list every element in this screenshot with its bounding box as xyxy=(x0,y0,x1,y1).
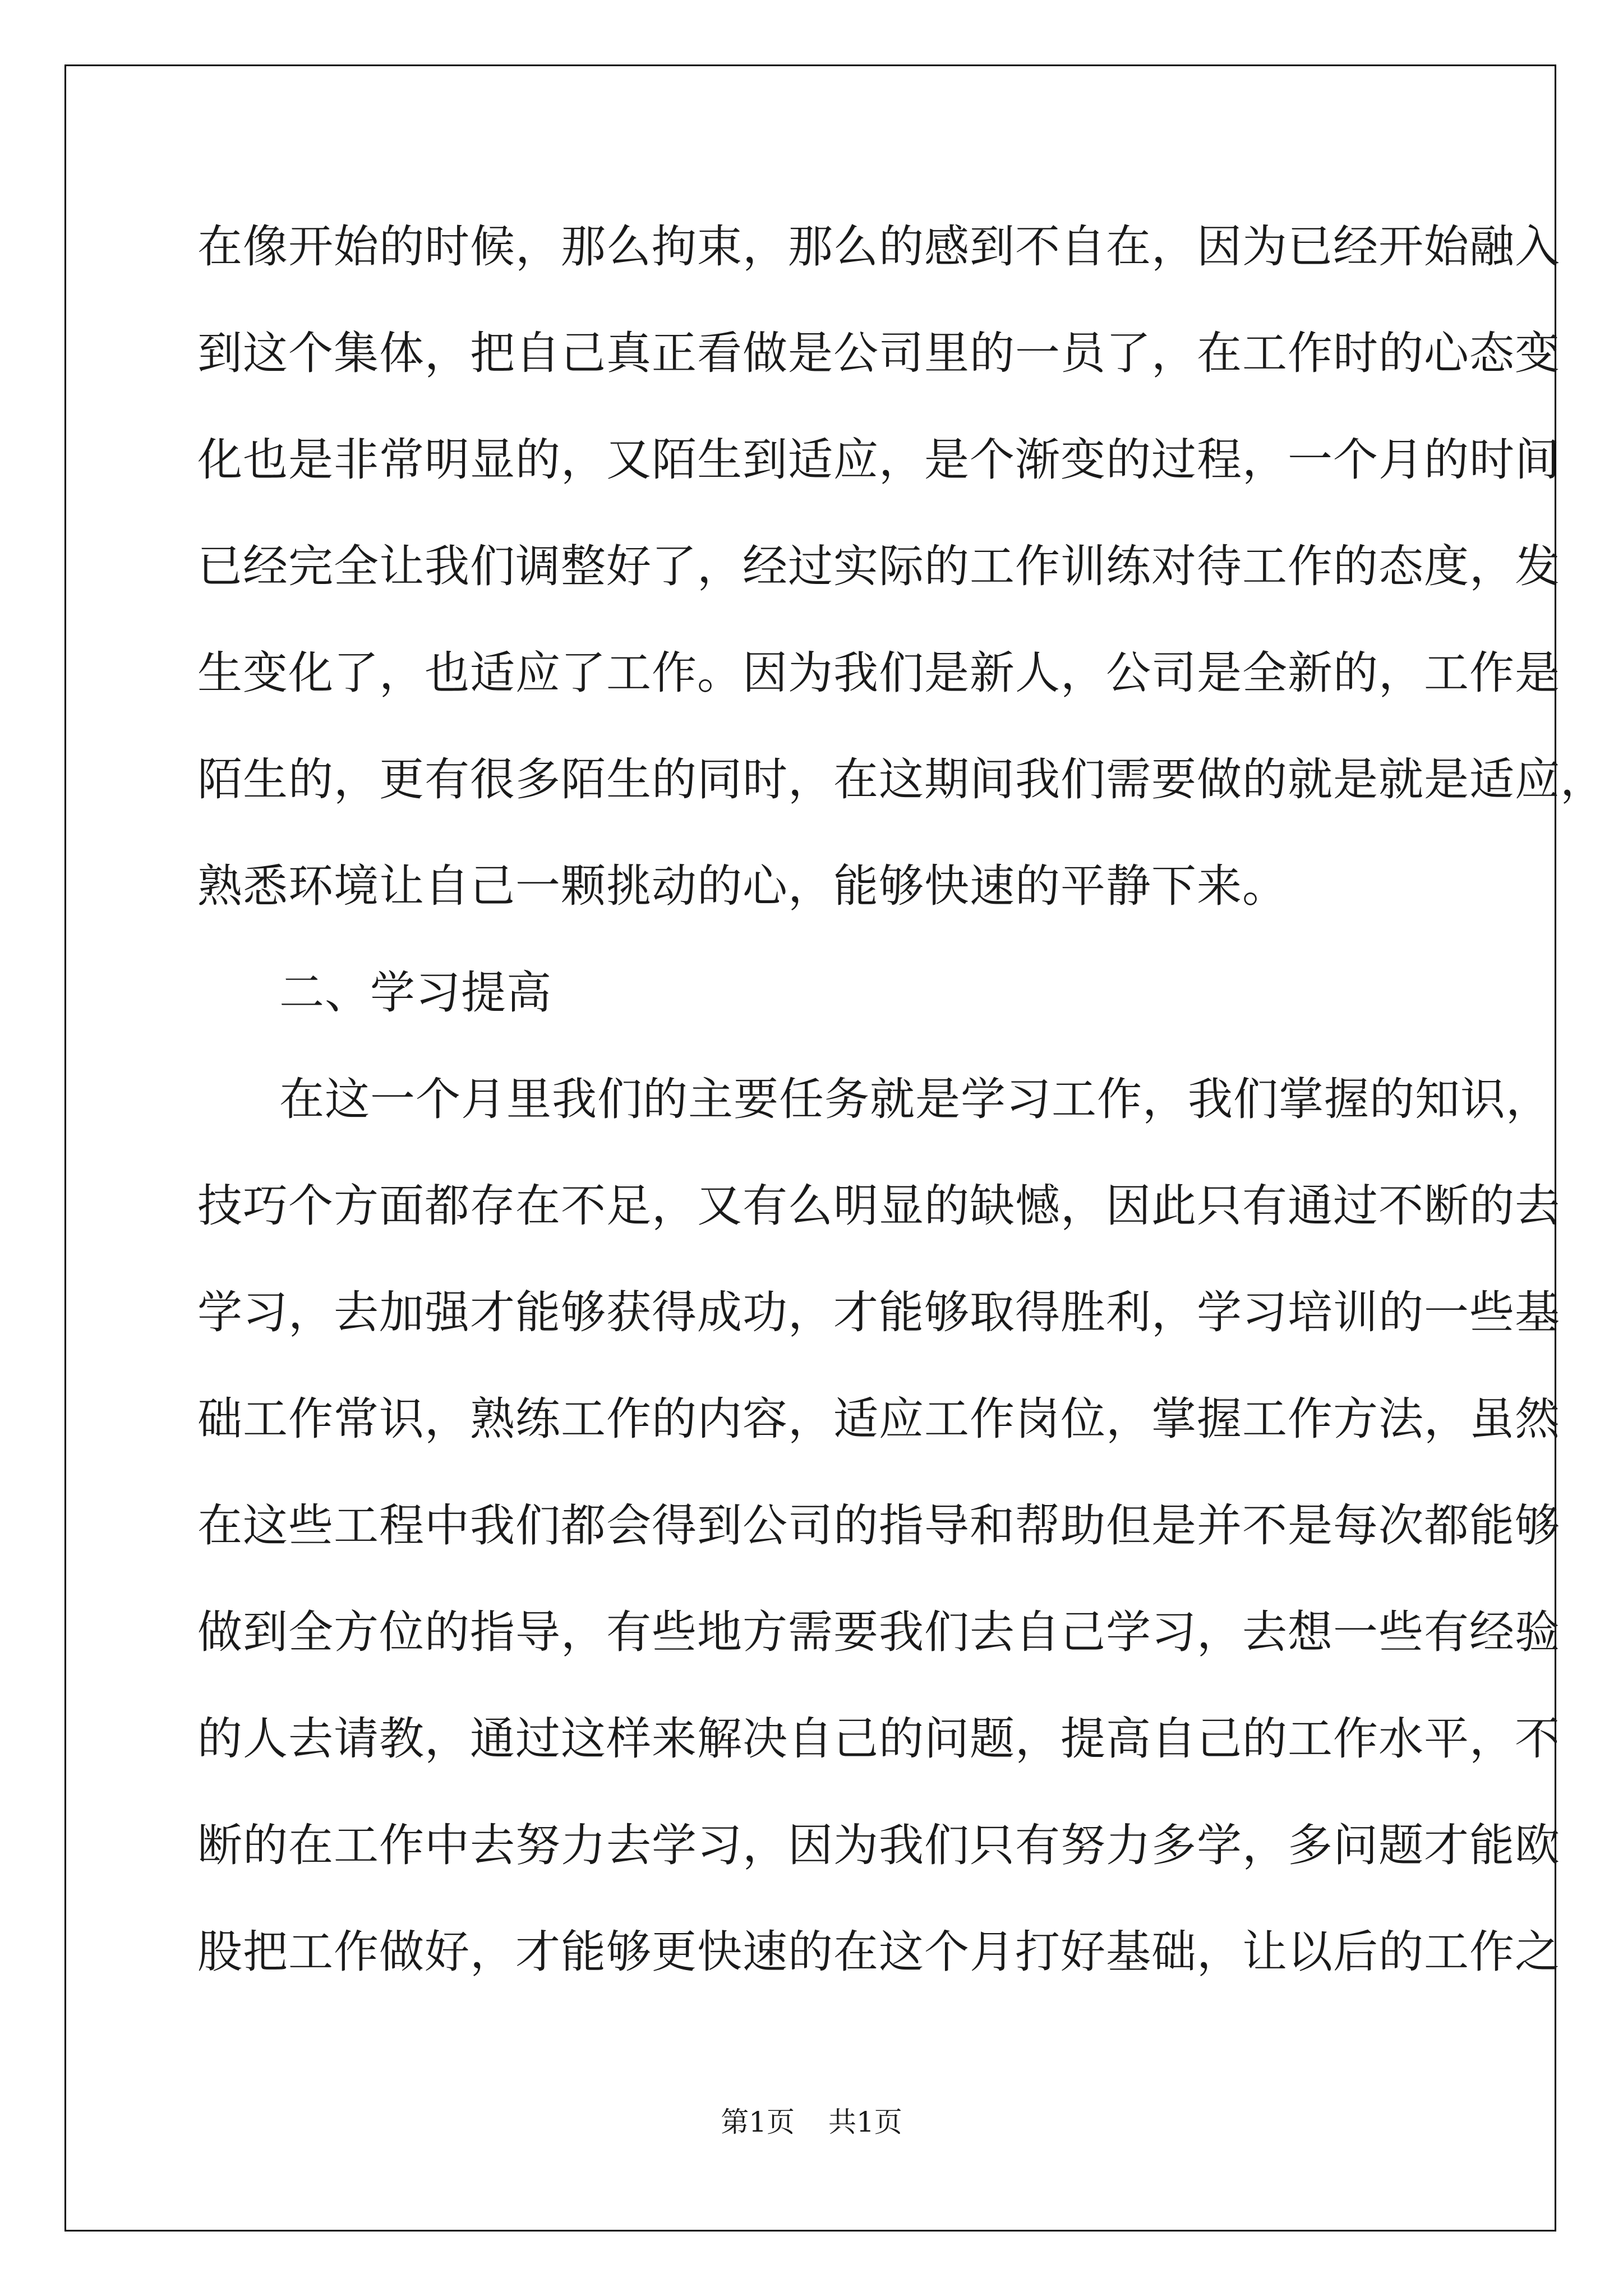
text-line: 化也是非常明显的，又陌生到适应，是个渐变的过程，一个月的时间 xyxy=(197,434,1560,486)
page-footer xyxy=(0,2105,1623,2139)
text-line: 技巧个方面都存在不足，又有么明显的缺憾，因此只有通过不断的去 xyxy=(197,1180,1560,1232)
text-line: 到这个集体，把自己真正看做是公司里的一员了，在工作时的心态变 xyxy=(197,327,1560,379)
text-line: 生变化了，也适应了工作。因为我们是新人，公司是全新的，工作是 xyxy=(197,647,1560,699)
text-line: 断的在工作中去努力去学习，因为我们只有努力多学，多问题才能欧 xyxy=(197,1819,1560,1871)
text-line: 陌生的，更有很多陌生的同时，在这期间我们需要做的就是就是适应， xyxy=(197,753,1606,806)
section-heading: 二、学习提高 xyxy=(279,967,552,1019)
text-line: 做到全方位的指导，有些地方需要我们去自己学习，去想一些有经验 xyxy=(197,1606,1560,1658)
text-line: 已经完全让我们调整好了，经过实际的工作训练对待工作的态度，发 xyxy=(197,540,1560,592)
text-line: 的人去请教，通过这样来解决自己的问题，提高自己的工作水平，不 xyxy=(197,1713,1560,1765)
text-line: 础工作常识，熟练工作的内容，适应工作岗位，掌握工作方法，虽然 xyxy=(197,1393,1560,1445)
text-line: 在这一个月里我们的主要任务就是学习工作，我们掌握的知识， xyxy=(279,1073,1551,1125)
page-border xyxy=(64,65,1606,2231)
text-line: 股把工作做好，才能够更快速的在这个月打好基础，让以后的工作之 xyxy=(197,1926,1560,1978)
page-total: 共1页 xyxy=(828,2106,902,2138)
text-line: 熟悉环境让自己一颗挑动的心，能够快速的平静下来。 xyxy=(197,860,1288,912)
text-line: 在像开始的时候，那么拘束，那么的感到不自在，因为已经开始融入 xyxy=(197,220,1560,273)
text-line: 学习，去加强才能够获得成功，才能够取得胜利，学习培训的一些基 xyxy=(197,1286,1560,1338)
page-number: 第1页 xyxy=(721,2106,795,2138)
text-line: 在这些工程中我们都会得到公司的指导和帮助但是并不是每次都能够 xyxy=(197,1499,1560,1552)
